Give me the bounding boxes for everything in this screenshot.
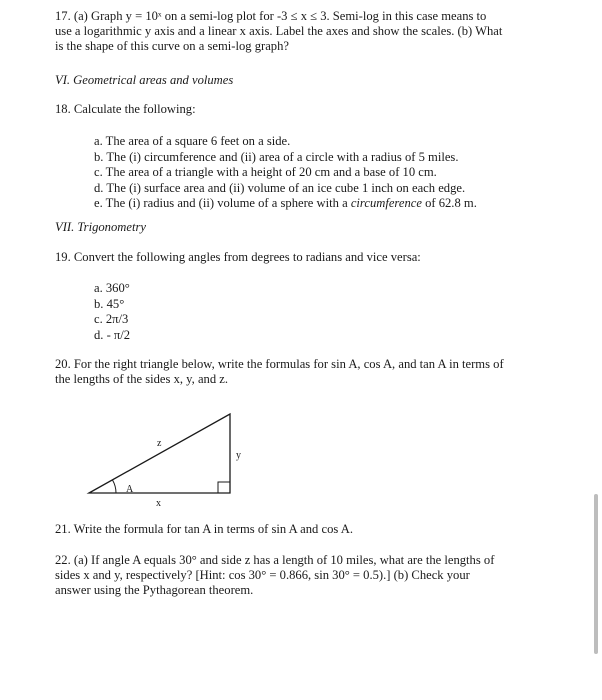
- q17-line-2: use a logarithmic y axis and a linear x axis. Label the axes and show the scales. (b) What: [55, 24, 503, 38]
- q19-item-b: b. 45°: [94, 296, 125, 311]
- right-angle-marker: [218, 482, 230, 493]
- label-x: x: [156, 498, 161, 509]
- q18-item-b: b. The (i) circumference and (ii) area of a circle with a radius of 5 miles.: [94, 149, 459, 164]
- q19-list: [94, 281, 130, 343]
- q18-item-e-end: of 62.8 m.: [421, 196, 477, 210]
- question-17: [55, 9, 502, 54]
- label-y: y: [236, 450, 241, 461]
- q18-item-e-italic: circumference: [350, 196, 422, 210]
- section-heading-trigonometry: VII. Trigonometry: [55, 220, 146, 234]
- q18-item-d: d. The (i) surface area and (ii) volume of an ice cube 1 inch on each edge.: [94, 180, 466, 195]
- question-20: [55, 357, 504, 387]
- q17-line-3: is the shape of this curve on a semi-log graph?: [55, 39, 289, 53]
- q19-item-d: d. - π/2: [94, 327, 131, 342]
- q19-title: 19. Convert the following angles from degrees to radians and vice versa:: [55, 250, 421, 264]
- q20-line-2: the lengths of the sides x, y, and z.: [55, 372, 229, 386]
- q18-item-e-text: e. The (i) radius and (ii) volume of a sphere with a: [94, 196, 348, 210]
- q18-item-e: [94, 196, 477, 212]
- vertical-scrollbar[interactable]: [594, 494, 598, 654]
- triangle-outline: [89, 414, 230, 493]
- question-22: [55, 553, 494, 598]
- label-z: z: [157, 438, 162, 449]
- angle-arc: [113, 480, 117, 493]
- q20-line-1: 20. For the right triangle below, write the formulas for sin A, cos A, and tan A in terms of: [55, 357, 504, 371]
- q18-item-a: a. The area of a square 6 feet on a side.: [94, 134, 291, 148]
- q22-line-1: 22. (a) If angle A equals 30° and side z has a length of 10 miles, what are the lengths of: [55, 553, 495, 567]
- q19-item-c: c. 2π/3: [94, 312, 129, 326]
- q22-line-3: answer using the Pythagorean theorem.: [55, 583, 254, 597]
- q18-list: [94, 134, 477, 212]
- question-21: 21. Write the formula for tan A in terms of sin A and cos A.: [55, 522, 353, 536]
- q18-item-c: c. The area of a triangle with a height of 20 cm and a base of 10 cm.: [94, 165, 437, 179]
- q18-title: 18. Calculate the following:: [55, 102, 196, 116]
- q19-item-a: a. 360°: [94, 281, 130, 295]
- right-triangle-diagram: [80, 405, 260, 520]
- label-a: A: [126, 484, 134, 495]
- q22-line-2: sides x and y, respectively? [Hint: cos 30° = 0.866, sin 30° = 0.5).] (b) Check your: [55, 568, 470, 582]
- q17-line-1: 17. (a) Graph y = 10ˣ on a semi-log plot for -3 ≤ x ≤ 3. Semi-log in this case means to: [55, 9, 487, 23]
- section-heading-geometry: VI. Geometrical areas and volumes: [55, 73, 234, 87]
